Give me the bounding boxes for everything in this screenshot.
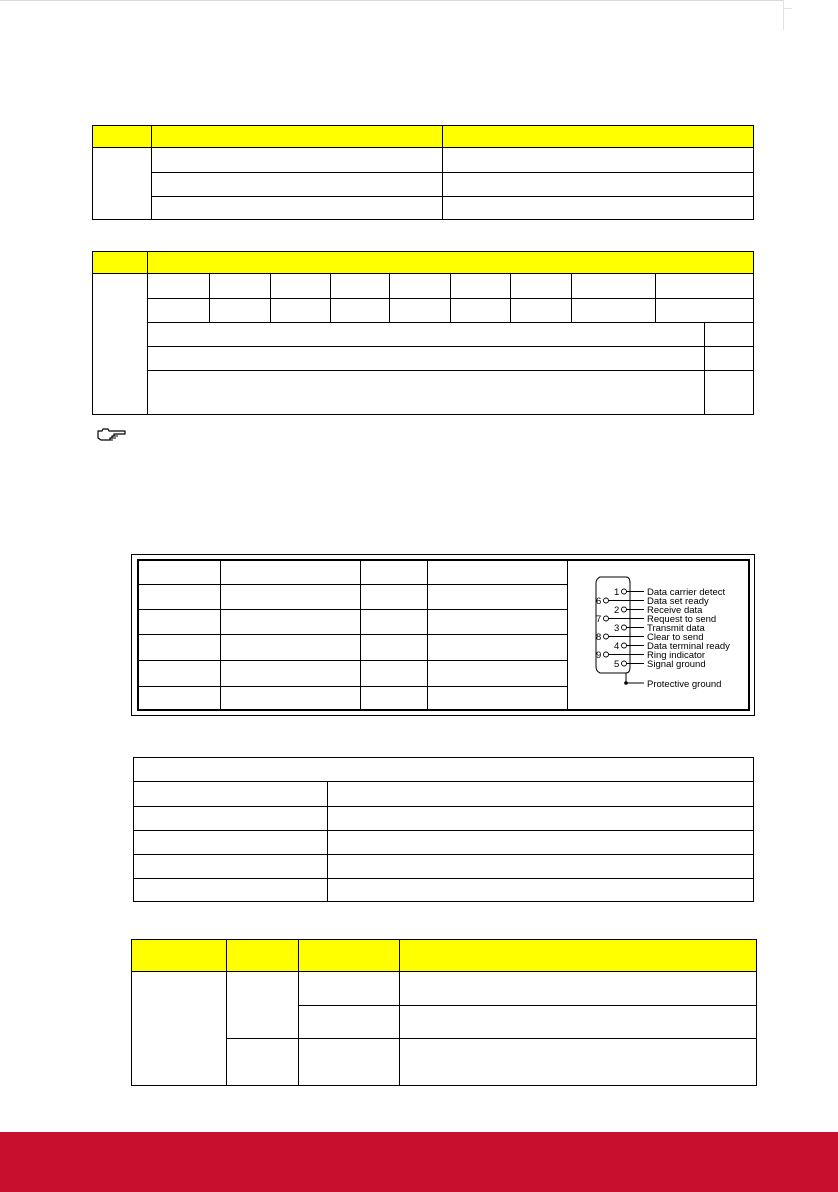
pin-number-4: 4 <box>614 641 620 652</box>
table-2-value-rule <box>704 322 705 415</box>
pin-signal-4: Data terminal ready <box>647 641 730 652</box>
pin-signal-7: Request to send <box>647 614 717 625</box>
table-3-row-rule <box>137 660 567 661</box>
table-3-col-rule <box>360 559 361 711</box>
table-4-row-rule <box>133 781 754 782</box>
table-3-row-rule <box>137 686 567 687</box>
table-4-row-rule <box>133 806 754 807</box>
pin-number-1: 1 <box>614 587 620 598</box>
table-4-row-rule <box>133 878 754 879</box>
table-2-bit-rule <box>270 273 271 322</box>
table-3-row-rule <box>137 634 567 635</box>
pin-signal-8: Clear to send <box>647 632 704 643</box>
top-rule <box>0 0 783 1</box>
table-2-bit-rule <box>389 273 390 322</box>
pin-signal-9: Ring indicator <box>647 650 706 661</box>
table-5-row-rule <box>298 1005 757 1006</box>
pin-number-8: 8 <box>596 632 602 643</box>
table-1-row-rule <box>151 172 754 173</box>
pin-number-2: 2 <box>614 605 620 616</box>
table-2-bit-rule <box>450 273 451 322</box>
pin-signal-shield: Protective ground <box>647 679 722 690</box>
table-5-col-rule <box>298 939 299 1086</box>
table-3-col-rule <box>427 559 428 711</box>
table-2-bit-rule <box>209 273 210 322</box>
pin-3 <box>622 625 627 630</box>
pin-signal-2: Receive data <box>647 605 703 616</box>
table-4-col-rule <box>327 781 328 902</box>
pin-number-7: 7 <box>596 614 602 625</box>
pin-number-6: 6 <box>596 596 602 607</box>
dsub9-pin-diagram <box>586 575 746 693</box>
pin-8 <box>604 634 609 639</box>
pin-signal-3: Transmit data <box>647 623 705 634</box>
table-1-col-rule <box>151 125 152 220</box>
table-4-row-rule <box>133 830 754 831</box>
table-3-row-rule <box>137 584 567 585</box>
page-corner-mark <box>783 0 838 30</box>
pin-4 <box>622 643 627 648</box>
pin-6 <box>604 598 609 603</box>
pin-number-3: 3 <box>614 623 620 634</box>
pin-7 <box>604 616 609 621</box>
table-4-row-rule <box>133 854 754 855</box>
table-1-col-rule <box>442 125 443 220</box>
table-2-bit-rule <box>571 273 572 322</box>
pin-signal-1: Data carrier detect <box>647 587 726 598</box>
table-5-frame <box>131 939 757 1086</box>
pin-signal-6: Data set ready <box>647 596 709 607</box>
table-3-col-rule <box>567 559 568 711</box>
table-5-row-rule <box>226 1038 757 1039</box>
table-2-bit-rule <box>655 273 656 322</box>
table-5-header-rule <box>131 971 757 972</box>
pin-signal-5: Signal ground <box>647 659 706 670</box>
footer-bar <box>0 1132 838 1192</box>
table-2-row-rule <box>147 370 754 371</box>
table-5-col-rule <box>399 939 400 1086</box>
table-2-col-rule <box>147 251 148 415</box>
table-2-row-rule <box>147 322 754 323</box>
pin-number-5: 5 <box>614 659 620 670</box>
pin-2 <box>622 607 627 612</box>
table-1-row-rule <box>151 196 754 197</box>
table-1-header-rule <box>92 147 754 148</box>
table-2-row-rule <box>147 346 754 347</box>
pointing-hand-icon <box>96 427 128 443</box>
table-2-bit-rule <box>330 273 331 322</box>
pin-1 <box>622 589 627 594</box>
pin-number-9: 9 <box>596 650 602 661</box>
table-3-row-rule <box>137 609 567 610</box>
table-5-col-rule <box>226 939 227 1086</box>
table-3-col-rule <box>220 559 221 711</box>
table-2-bit-rule <box>510 273 511 322</box>
pin-5 <box>622 661 627 666</box>
pin-9 <box>604 652 609 657</box>
